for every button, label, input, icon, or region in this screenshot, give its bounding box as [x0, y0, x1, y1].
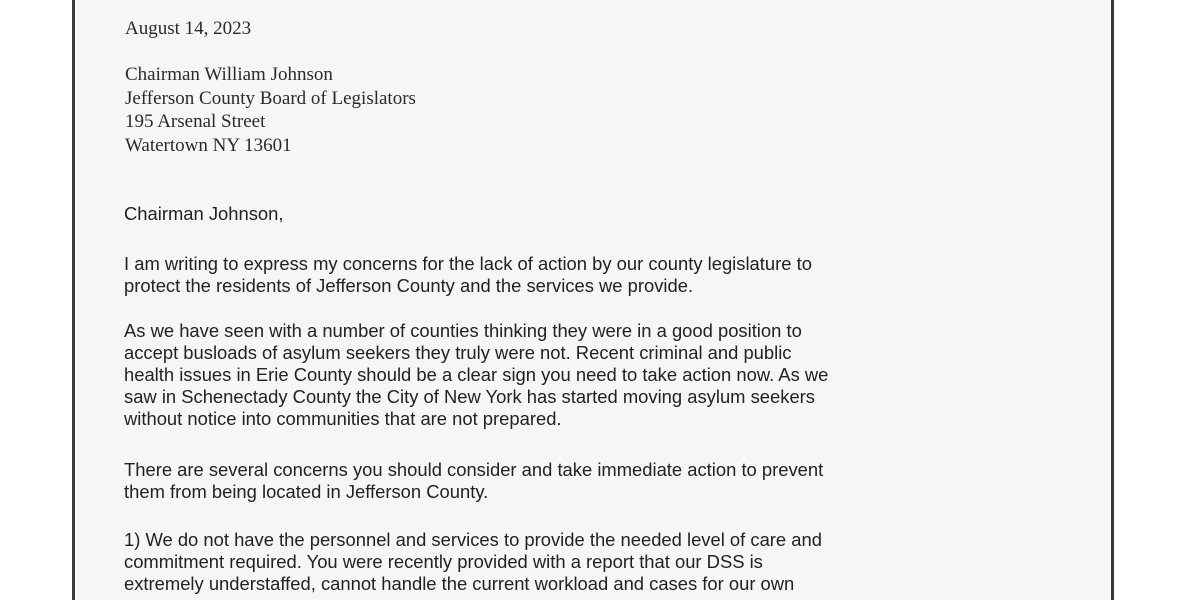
paragraph-line: accept busloads of asylum seekers they truly were not. Recent criminal and public	[124, 342, 792, 363]
paragraph-counties	[124, 320, 828, 430]
paragraph-line: protect the residents of Jefferson County and the services we provide.	[124, 275, 694, 296]
recipient-line: Watertown NY 13601	[125, 134, 292, 156]
salutation: Chairman Johnson,	[124, 203, 284, 224]
letter-date: August 14, 2023	[125, 18, 252, 39]
recipient-line: Jefferson County Board of Legislators	[125, 87, 416, 109]
paragraph-point-1	[124, 529, 822, 595]
recipient-address	[125, 63, 416, 157]
recipient-line: Chairman William Johnson	[125, 64, 333, 85]
paragraph-line: As we have seen with a number of counties thinking they were in a good position to	[124, 320, 802, 341]
paragraph-line: There are several concerns you should consider and take immediate action to prevent	[124, 459, 824, 480]
paragraph-line: without notice into communities that are not prepared.	[124, 408, 562, 429]
paragraph-line: health issues in Erie County should be a clear sign you need to take action now. As we	[124, 364, 829, 385]
paragraph-line: extremely understaffed, cannot handle the current workload and cases for our own	[124, 573, 795, 594]
paragraph-line: 1) We do not have the personnel and services to provide the needed level of care and	[124, 529, 822, 550]
left-border	[0, 0, 75, 600]
paragraph-line: I am writing to express my concerns for the lack of action by our county legislature to	[124, 253, 812, 274]
paragraph-line: commitment required. You were recently provided with a report that our DSS is	[124, 551, 763, 572]
paragraph-intro	[124, 253, 812, 297]
paragraph-concerns	[124, 459, 823, 503]
paragraph-line: saw in Schenectady County the City of New York has started moving asylum seekers	[124, 386, 816, 407]
recipient-line: 195 Arsenal Street	[125, 111, 266, 132]
paragraph-line: them from being located in Jefferson County.	[124, 481, 489, 502]
right-border	[1111, 0, 1200, 600]
